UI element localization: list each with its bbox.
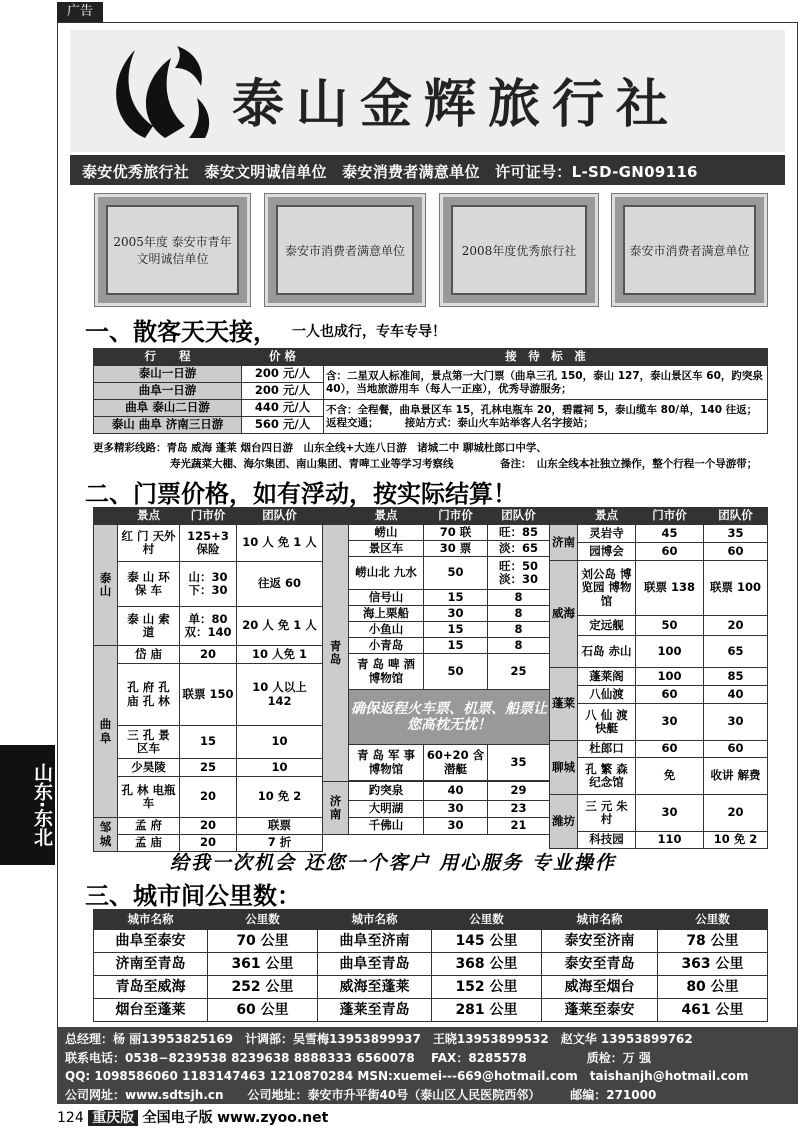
ticket-table-middle: 景点 门市价 团队价 青岛 崂山 70 联 旺：85 景区车 30 票 淡：65 崂山北 九水 50 旺：50 淡：30 信号山 15 8 海上栗船 30 8 小鱼山 15 8 小青岛 15 8 青 岛 啤 酒 博物馆 50 25 确保返程火车票、机票、船票让您高枕无忧！ 青 岛 军 事 博物馆 60+20 含潜艇 35 济南 趵突泉 40 29 大明湖 30 23 千佛山 30 21: [322, 507, 550, 835]
national-edition: 全国电子版: [142, 1110, 213, 1126]
certificate-2: 泰安市消费者满意单位: [265, 194, 425, 306]
edition-badge: 重庆版: [88, 1110, 138, 1126]
footer-online: QQ: 1098586060 1183147463 1210870284 MSN:xuemei---669@hotmail.com taishanjh@hotmail.com: [65, 1069, 749, 1083]
more-routes-1: 更多精彩线路：青岛 威海 蓬莱 烟台四日游 山东全线+大连八日游 诸城二中 聊城杜郎口中学、: [93, 442, 547, 454]
ticket-table-left: 景点 门市价 团队价 泰山 红 门 天外村 125+3 保险 10 人 免 1 人 泰 山 环 保 车 山：30 下：30 往返 60 泰 山 索 道 单：80 双：140 20 人 免 1 人 曲阜 岱 庙 20 10 人免 1 孔 府 孔 庙 孔 林 联票 150 10 人以上 142 三 孔 景 区车 15 10 少昊陵 25 10 孔 林 电瓶车 20 10 免 2 邹城 孟 府 20 联票 孟 庙 20 7 折: [93, 507, 323, 852]
more-routes-2: 寿光蔬菜大棚、海尔集团、南山集团、青啤工业等学习考察线: [170, 458, 454, 470]
ad-label: 广告: [57, 2, 103, 22]
distance-table: 城市名称 公里数 城市名称 公里数 城市名称 公里数 曲阜至泰安 70 公里 曲阜至济南 145 公里 泰安至济南 78 公里 济南至青岛 361 公里 曲阜至青岛 368 公里 泰安至青岛 363 公里 青岛至威海 252 公里 威海至蓬莱 152 公里 威海至烟台 80 公里 烟台至蓬莱 60 公里 蓬莱至青岛 281 公里 蓬莱至泰安 461 公里: [93, 909, 768, 1022]
section3-title: 三、城市间公里数：: [85, 881, 301, 910]
tour-price-table: 行 程 价 格 接 待 标 准 泰山一日游 200 元/人 含：二星双人标准间，景点第一大门票（曲阜三孔 150，泰山 127，泰山景区车 60，趵突泉 40），当地旅游用车（每人一正座），优秀导游服务； 曲阜一日游 200 元/人 曲阜 泰山二日游 440 元/人 不含：全程餐，曲阜景区车 15，孔林电瓶车 20，碧霞祠 5，泰山缆车 80/单，140 往返；返程交通； 接站方式：泰山火车站举客人名字接站； 泰山 曲阜 济南三日游 560 元/人: [93, 348, 768, 434]
return-ticket-banner: 确保返程火车票、机票、船票让您高枕无忧！: [349, 690, 550, 745]
page-number: 124: [57, 1110, 84, 1126]
page-footer: [57, 1107, 328, 1127]
section2-title: 二、门票价格，如有浮动，按实际结算！: [85, 479, 517, 508]
footer-address: 公司网址：www.sdtsjh.cn 公司地址：泰安市升平街40号（泰山区人民医院西邻） 邮编：271000: [65, 1087, 657, 1102]
service-slogan: 给我一次机会 还您一个客户 用心服务 专业操作: [170, 852, 616, 874]
site-link[interactable]: www.zyoo.net: [217, 1110, 329, 1126]
region-side-tab: 山东·东北: [0, 745, 55, 865]
contact-footer: [57, 1027, 798, 1104]
credentials-bar: 泰安优秀旅行社 泰安文明诚信单位 泰安消费者满意单位 许可证号：L-SD-GN09116: [70, 155, 785, 185]
section1-subtitle: 一人也成行，专车专导！: [292, 324, 446, 340]
section1-title: 一、散客天天接，: [85, 317, 277, 346]
certificate-4: 泰安市消费者满意单位: [612, 194, 767, 306]
brand-name: 泰山金辉旅行社: [232, 74, 681, 135]
certificate-1: 2005年度 泰安市青年文明诚信单位: [95, 194, 250, 306]
swirl-logo-icon: [105, 38, 220, 143]
certificate-3: 2008年度优秀旅行社: [440, 194, 598, 306]
footer-managers: 总经理：杨 丽13953825169 计调部：吴雪梅13953899937 王晓13953899532 赵文华 13953899762: [65, 1032, 693, 1046]
footer-phones: 联系电话：0538−8239538 8239638 8888333 6560078 FAX：8285578 质检：万 强: [65, 1050, 651, 1065]
route-remark: 备注： 山东全线本社独立操作，整个行程一个导游带；: [500, 458, 758, 470]
ticket-table-right: 景点 门市价 团队价 济南 灵岩寺 45 35 园博会 60 60 威海 刘公岛 博览园 博物馆 联票 138 联票 100 定远舰 50 20 石岛 赤山 100 65 蓬莱 蓬莱阁 100 85 八仙渡 60 40 八 仙 渡 快艇 30 30 聊城 杜郎口 60 60 孔 繁 森 纪念馆 免 收讲 解费 潍坊 三 元 朱 村 30 20 科技园 110 10 免 2: [549, 507, 768, 849]
